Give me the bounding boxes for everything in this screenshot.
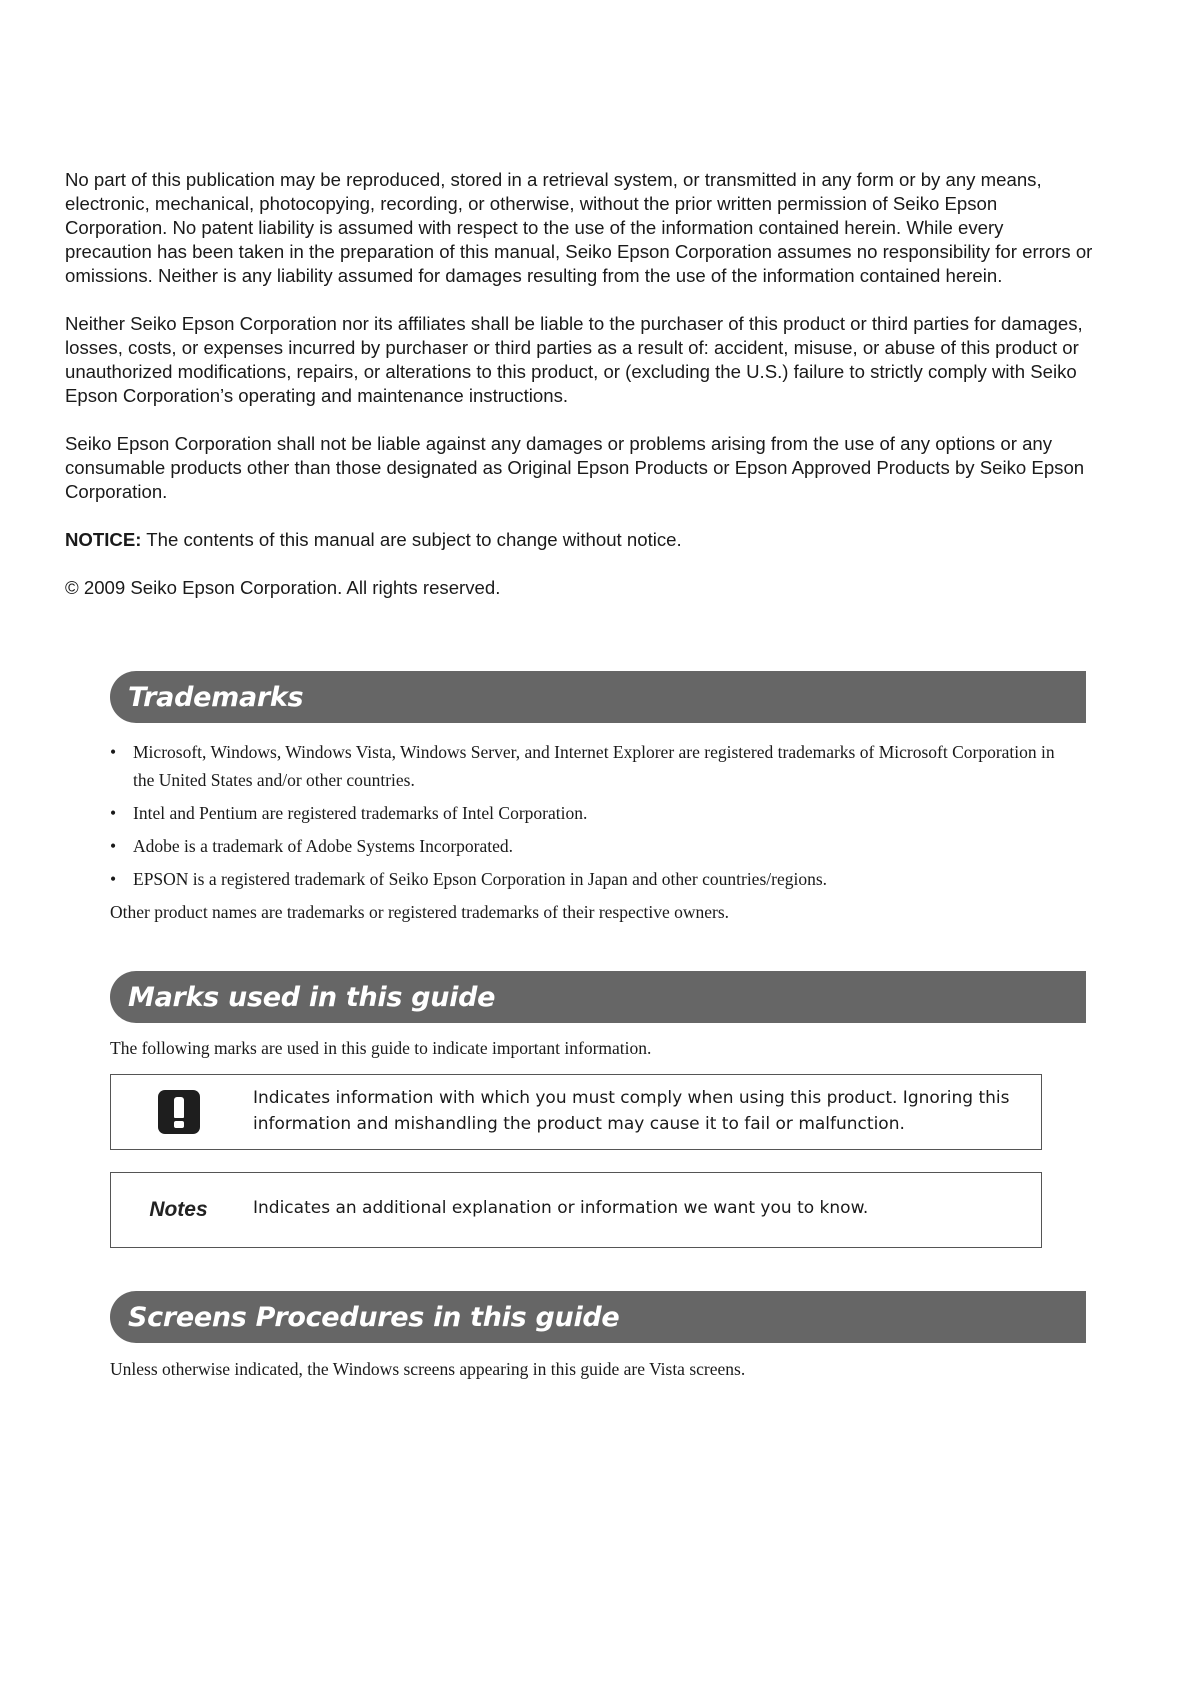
notice-text: The contents of this manual are subject to change without notice. bbox=[141, 529, 682, 550]
notes-mark-box bbox=[110, 1172, 1042, 1248]
legal-paragraph-liability: Neither Seiko Epson Corporation nor its affiliates shall be liable to the purchaser of this product or third parties for damages, losses, costs, or expenses incurred by purchaser or third parties as a result of: accident, misuse, or abuse of this product or unauthorized modifications, repairs, or alterations to this product, or (excluding the U.S.) failure to strictly comply with Seiko Epson Corporation’s operating and maintenance instructions. bbox=[65, 313, 1083, 406]
marks-intro: The following marks are used in this guide to indicate important information. bbox=[110, 1038, 652, 1058]
trademark-item-microsoft: • Microsoft, Windows, Windows Vista, Windows Server, and Internet Explorer are registered trademarks of Microsoft Corporation in the United States and/or other countries. bbox=[110, 738, 1070, 794]
trademark-item-intel: • Intel and Pentium are registered trademarks of Intel Corporation. bbox=[110, 799, 1070, 827]
trademark-item-epson: • EPSON is a registered trademark of Seiko Epson Corporation in Japan and other countries/regions. bbox=[110, 865, 1070, 893]
marks-heading: Marks used in this guide bbox=[128, 981, 496, 1013]
caution-description: Indicates information with which you must comply when using this product. Ignoring this information and mishandling the product may cause it to fail or malfunction. bbox=[253, 1088, 1010, 1134]
notice-label: NOTICE: bbox=[65, 529, 142, 550]
notes-label-cell bbox=[111, 1173, 246, 1247]
copyright-line: © 2009 Seiko Epson Corporation. All rights reserved. bbox=[65, 577, 501, 598]
trademarks-list bbox=[110, 738, 1070, 893]
screens-heading: Screens Procedures in this guide bbox=[128, 1301, 620, 1333]
legal-notice bbox=[65, 168, 1095, 624]
notice-line bbox=[65, 528, 1095, 552]
legal-paragraph-reproduction: No part of this publication may be reproduced, stored in a retrieval system, or transmitted in any form or by any means, electronic, mechanical, photocopying, recording, or otherwise, without the prior written permission of Seiko Epson Corporation. No patent liability is assumed with respect to the use of the information contained herein. While every precaution has been taken in the preparation of this manual, Seiko Epson Corporation assumes no responsibility for errors or omissions. Neither is any liability assumed for damages resulting from the use of the information contained herein. bbox=[65, 169, 1093, 286]
screens-heading-bar bbox=[110, 1291, 1086, 1343]
screens-section bbox=[110, 1355, 1070, 1383]
marks-heading-bar bbox=[110, 971, 1086, 1023]
marks-intro-block bbox=[110, 1034, 1070, 1062]
notes-description: Indicates an additional explanation or information we want you to know. bbox=[253, 1198, 869, 1218]
exclamation-icon bbox=[158, 1090, 200, 1134]
trademark-item-adobe: • Adobe is a trademark of Adobe Systems Incorporated. bbox=[110, 832, 1070, 860]
notes-label: Notes bbox=[149, 1198, 208, 1221]
trademarks-heading: Trademarks bbox=[128, 681, 304, 713]
screens-text: Unless otherwise indicated, the Windows screens appearing in this guide are Vista screens. bbox=[110, 1359, 746, 1379]
caution-mark-box bbox=[110, 1074, 1042, 1150]
legal-paragraph-consumables: Seiko Epson Corporation shall not be liable against any damages or problems arising from the use of any options or any consumable products other than those designated as Original Epson Products or Epson Approved Products by Seiko Epson Corporation. bbox=[65, 433, 1085, 502]
trademarks-footer: Other product names are trademarks or registered trademarks of their respective owners. bbox=[110, 902, 730, 922]
trademarks-section bbox=[110, 738, 1070, 926]
trademarks-heading-bar bbox=[110, 671, 1086, 723]
caution-icon-cell bbox=[111, 1075, 246, 1149]
